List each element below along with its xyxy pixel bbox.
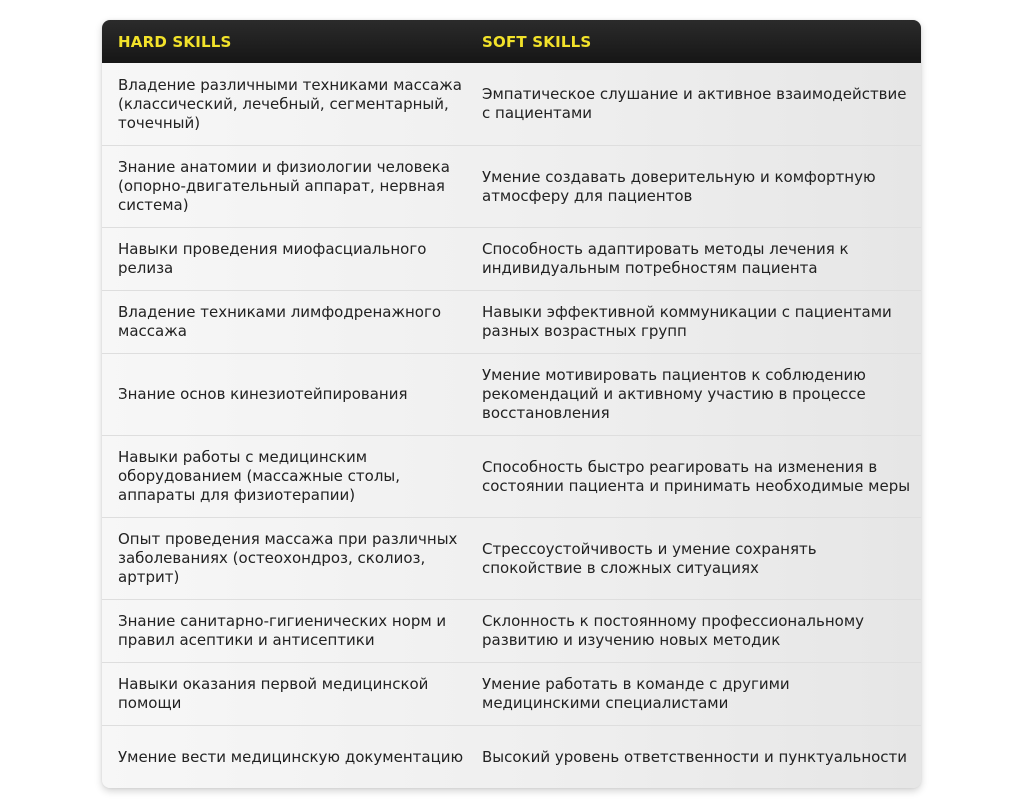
soft-skill-cell: Умение работать в команде с другими медицинскими специалистами xyxy=(482,675,790,712)
table-row xyxy=(102,227,921,290)
hard-skill-cell: Владение различными техниками массажа (классический, лечебный, сегментарный, точечный) xyxy=(118,75,462,132)
table-row xyxy=(102,63,921,145)
hard-skill-cell: Опыт проведения массажа при различных заболеваниях (остеохондроз, сколиоз, артрит) xyxy=(118,530,458,586)
hard-skill-cell: Владение техниками лимфодренажного массажа xyxy=(118,303,442,340)
table-row xyxy=(102,599,921,662)
table-row xyxy=(102,662,921,725)
soft-skill-cell: Склонность к постоянному профессиональному развитию и изучению новых методик xyxy=(482,612,865,649)
table-body xyxy=(102,63,921,788)
soft-skill-cell: Способность адаптировать методы лечения к индивидуальным потребностям пациента xyxy=(482,240,849,277)
soft-skill-cell: Навыки эффективной коммуникации с пациентами разных возрастных групп xyxy=(482,303,892,340)
soft-skills-header: SOFT SKILLS xyxy=(482,32,592,51)
table-row xyxy=(102,145,921,227)
skills-table xyxy=(102,20,921,788)
soft-skill-cell: Умение мотивировать пациентов к соблюдению рекомендаций и активному участию в процессе восстановления xyxy=(482,366,866,422)
soft-skill-cell: Высокий уровень ответственности и пунктуальности xyxy=(482,747,908,766)
table-row xyxy=(102,725,921,788)
hard-skill-cell: Умение вести медицинскую документацию xyxy=(118,747,464,766)
soft-skill-cell: Эмпатическое слушание и активное взаимодействие с пациентами xyxy=(482,85,907,122)
hard-skill-cell: Знание анатомии и физиологии человека (опорно-двигательный аппарат, нервная система) xyxy=(118,158,450,214)
table-row xyxy=(102,435,921,517)
hard-skill-cell: Навыки работы с медицинским оборудованием (массажные столы, аппараты для физиотерапии) xyxy=(118,448,401,504)
table-row xyxy=(102,290,921,353)
soft-skill-cell: Способность быстро реагировать на изменения в состоянии пациента и принимать необходимые меры xyxy=(482,457,911,495)
hard-skill-cell: Навыки оказания первой медицинской помощи xyxy=(118,675,429,712)
table-row xyxy=(102,353,921,435)
soft-skill-cell: Умение создавать доверительную и комфортную атмосферу для пациентов xyxy=(482,167,876,205)
hard-skills-header: HARD SKILLS xyxy=(118,32,232,51)
hard-skill-cell: Знание основ кинезиотейпирования xyxy=(118,385,408,403)
table-row xyxy=(102,517,921,599)
soft-skill-cell: Стрессоустойчивость и умение сохранять спокойствие в сложных ситуациях xyxy=(482,539,817,577)
hard-skill-cell: Навыки проведения миофасциального релиза xyxy=(118,240,427,277)
table-header xyxy=(102,20,921,63)
hard-skill-cell: Знание санитарно-гигиенических норм и правил асептики и антисептики xyxy=(118,612,447,649)
